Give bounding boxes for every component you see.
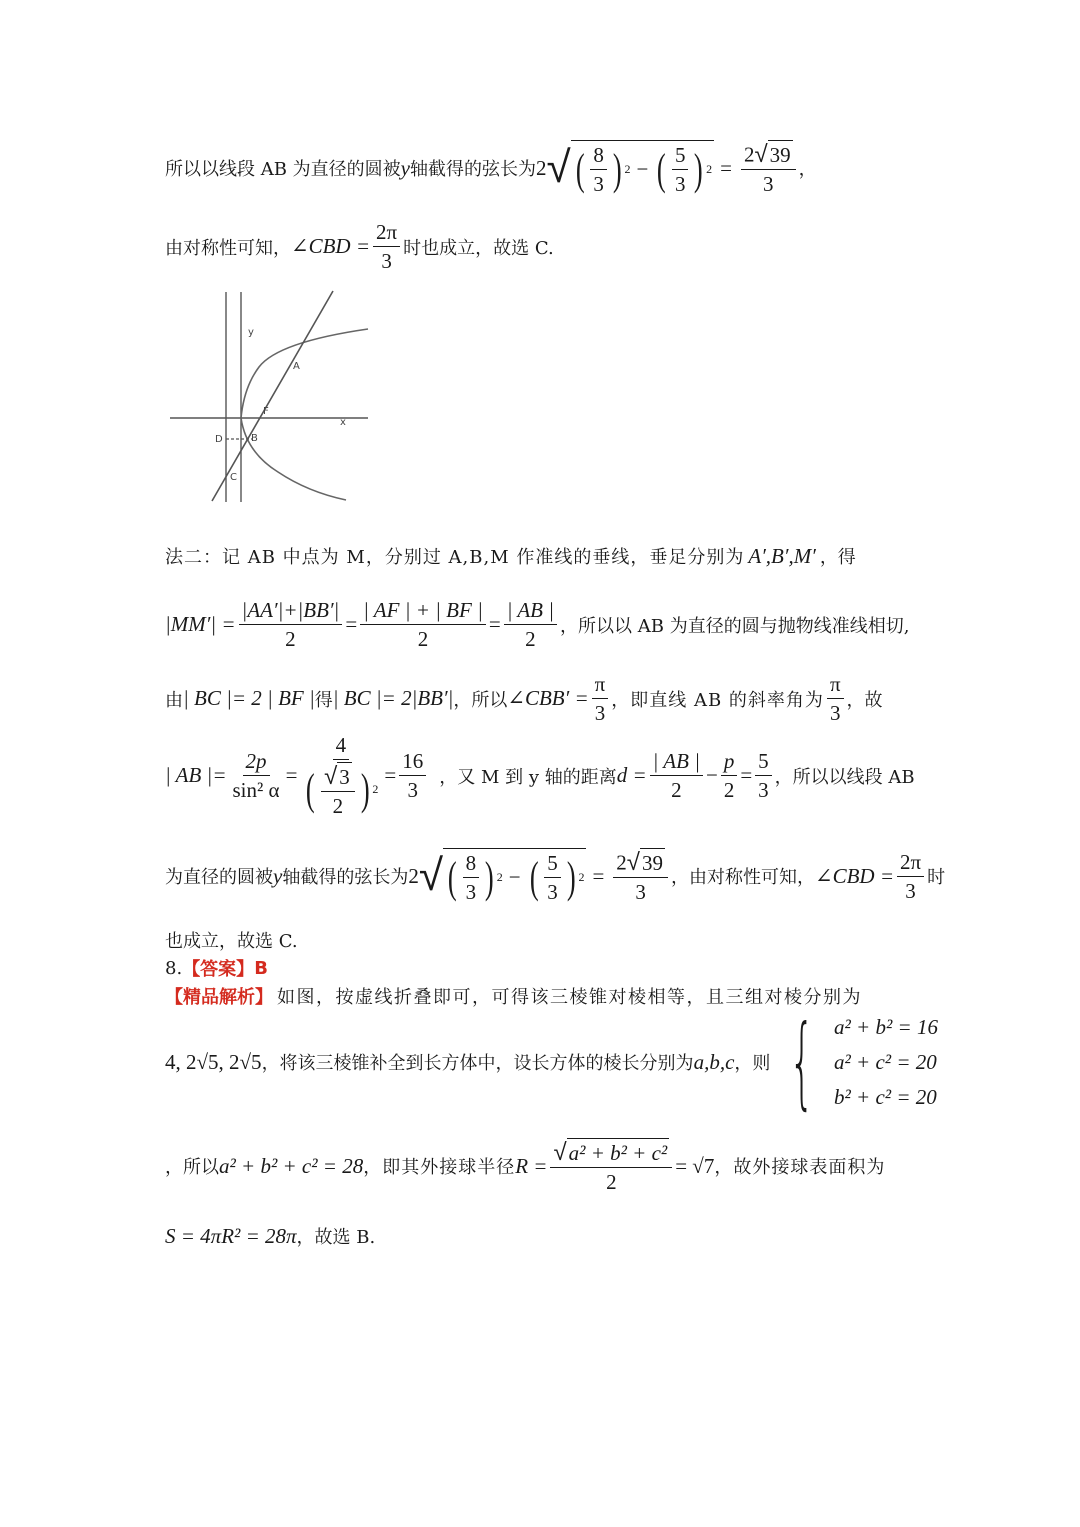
parabola-graph <box>168 287 394 509</box>
q8-system-line: 4, 2√5, 2√5 ，将该三棱锥补全到长方体中，设长方体的棱长分别为 a,b,c ，则 { a² + b² = 16 a² + c² = 20 b² + c² = 20 <box>165 1003 938 1120</box>
label-D: D <box>215 434 223 445</box>
equation-system: a² + b² = 16 a² + c² = 20 b² + c² = 20 <box>834 1014 938 1109</box>
q8-analysis: 【精品解析】 如图，按虚线折叠即可，可得该三棱锥对棱相等，且三组对棱分别为 <box>165 983 862 1009</box>
label-y: y <box>248 327 254 338</box>
label-C: C <box>230 472 237 483</box>
fraction-2pi-3: $\frac{2\pi}{3}$ <box>373 220 400 273</box>
label-A: A <box>293 361 300 372</box>
method2-line5: 为直径的圆被 y 轴截得的弦长为 2 √ ( $\frac{8}{3}$ ) 2 − ( $\frac{5}{3}$ ) 2 = 2 √ 39 3 ，由对称性可知， ∠CBD = $\frac{2\pi}{3}$ 时 <box>165 847 946 905</box>
method2-line3: 由 | BC |= 2 | BF | 得 | BC |= 2|BB′| ，所以 ∠CBB′ = $\frac{\pi}{3}$ ，即直线 AB 的斜率角为 $\frac{\pi}{3}$ ，故 <box>165 672 883 726</box>
text: 轴截得的弦长为 <box>410 159 536 181</box>
method2-line2: |MM′| = $\frac{|AA'|+|BB'|}{2}$ = $\frac{| AF | + | BF |}{2}$ = $\frac{| AB |}{2}$ ，所以以 AB 为直径的圆与抛物线准线相切, <box>165 598 910 652</box>
angle-cbd: ∠CBD = <box>291 234 371 259</box>
q8-area-line: S = 4πR² = 28π ，故选 B. <box>165 1223 376 1248</box>
equals: = <box>720 155 732 180</box>
coef: 2 <box>536 155 547 180</box>
line-chord-length-1: 所以以线段 AB 为直径的圆被 y 轴截得的弦长为 2 √ ( $\frac{8}{3}$ ) 2 − ( $\frac{5}{3}$ ) 2 = 2 √ 39 3 ， <box>165 139 817 197</box>
var-y: y <box>400 155 410 180</box>
q8-answer: 8. 【答案】 B <box>165 955 268 981</box>
label-x: x <box>340 417 346 428</box>
analysis-tag: 【精品解析】 <box>165 987 273 1008</box>
text: 所以以线段 AB 为直径的圆被 <box>165 159 401 181</box>
method2-line6: 也成立，故选 C. <box>165 931 298 952</box>
label-F: F <box>263 406 269 417</box>
result-fraction: 2 √ 39 3 <box>741 140 796 196</box>
method2-line1: 法二：记 AB 中点为 M，分别过 A,B,M 作准线的垂线，垂足分别为 A′,B′,M′ ，得 <box>165 543 856 568</box>
line-symmetry-1: 由对称性可知， ∠CBD = $\frac{2\pi}{3}$ 时也成立，故选 C. <box>165 220 554 274</box>
answer-tag: 【答案】 <box>182 959 255 980</box>
method2-line4: | AB |= $\frac{2p}{\text{sin² α}}$ = 4 ( √ 3 2 ) 2 = $\frac{16}{3}$ ，又 M 到 y 轴的距离 d = $\frac{| AB |}{2}$ − $\frac{p}{2}$ = $\frac{5}{3}$ ，所以以线段 AB <box>165 733 915 819</box>
points-prime: A′,B′,M′ <box>748 543 816 568</box>
edge-lengths: 4, 2√5, 2√5 <box>165 1049 262 1074</box>
sqrt-expression: √ ( $\frac{8}{3}$ ) 2 − ( $\frac{5}{3}$ ) 2 <box>547 140 715 196</box>
label-B: B <box>251 433 258 444</box>
answer-value: B <box>254 957 268 979</box>
q8-radius-line: ，所以 a² + b² + c² = 28 ，即其外接球半径 R = √ a² + b² + c² 2 = √7 ，故外接球表面积为 <box>165 1137 886 1195</box>
